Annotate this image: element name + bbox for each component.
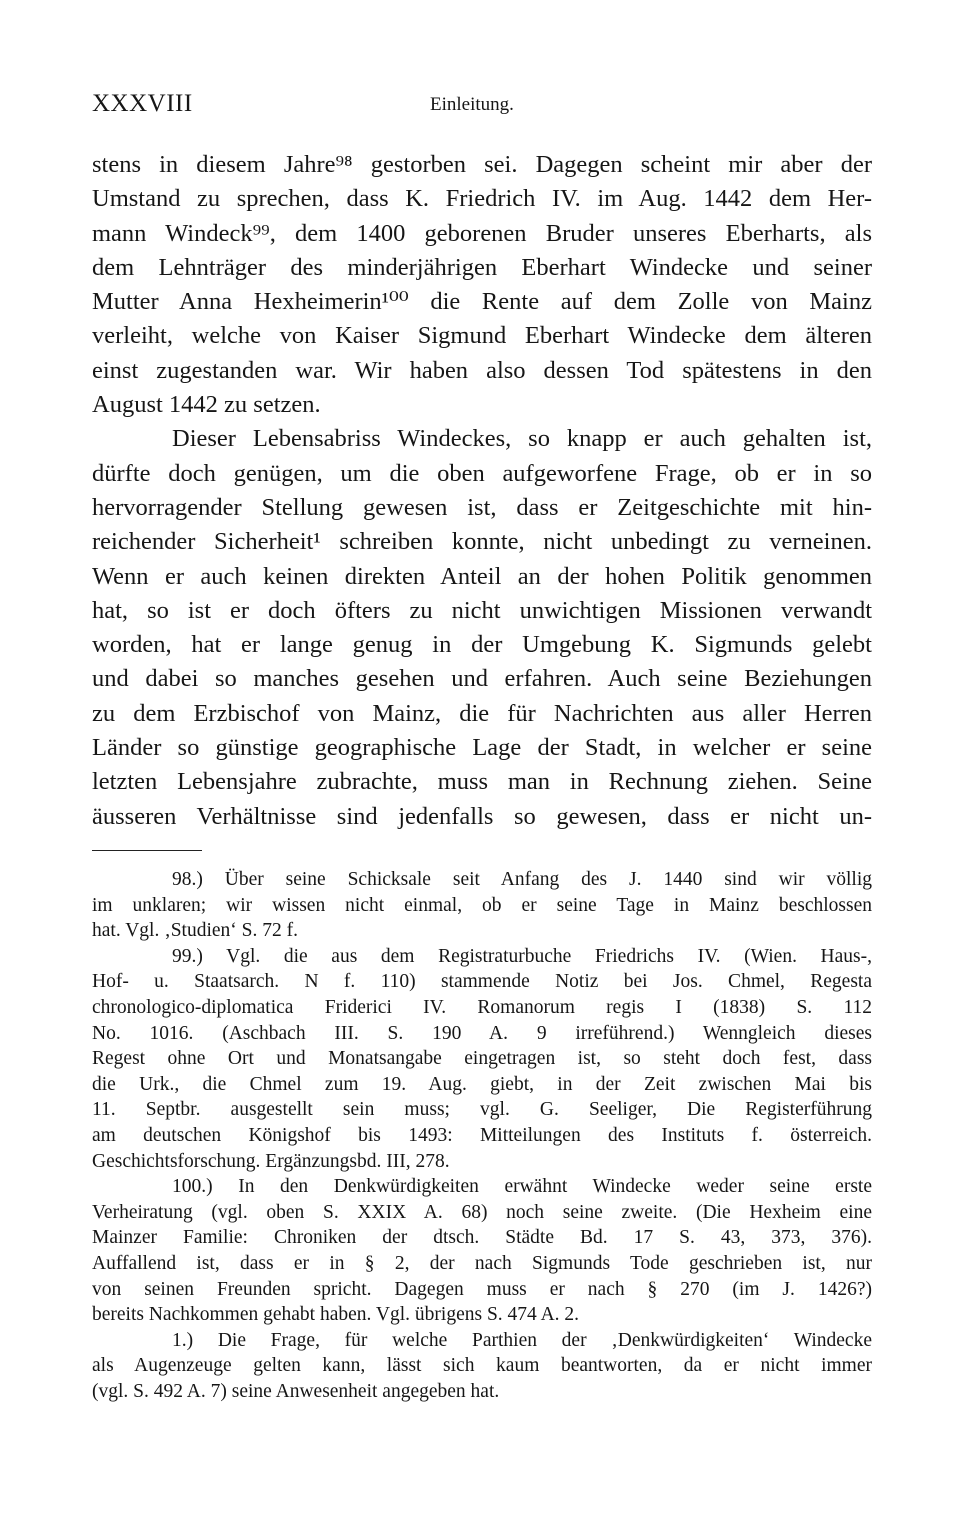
- footnote-line: als Augenzeuge gelten kann, lässt sich kaum beantworten, da er nicht immer: [92, 1355, 872, 1377]
- text-line: Dieser Lebensabriss Windeckes, so knapp er auch gehalten ist,: [172, 425, 872, 453]
- running-head: Einleitung.: [430, 94, 514, 115]
- text-line: letzten Lebensjahre zubrachte, muss man in Rechnung ziehen. Seine: [92, 768, 872, 796]
- footnote-line: (vgl. S. 492 A. 7) seine Anwesenheit angegeben hat.: [92, 1380, 500, 1402]
- text-line: zu dem Erzbischof von Mainz, die für Nachrichten aus aller Herren: [92, 699, 872, 727]
- text-line: Umstand zu sprechen, dass K. Friedrich IV. im Aug. 1442 dem Her-: [92, 185, 872, 213]
- footnote-line: 11. Septbr. ausgestellt sein muss; vgl. G. Seeliger, Die Registerführung: [92, 1099, 872, 1121]
- footnote-line: chronologico-diplomatica Friderici IV. Romanorum regis I (1838) S. 112: [92, 996, 872, 1018]
- page-number: XXXVIII: [92, 90, 193, 117]
- footnote-line: von seinen Freunden spricht. Dagegen muss er nach § 270 (im J. 1426?): [92, 1278, 872, 1300]
- text-line: hervorragender Stellung gewesen ist, dass er Zeitgeschichte mit hin-: [92, 493, 872, 521]
- text-line: August 1442 zu setzen.: [92, 391, 321, 419]
- text-line: dürfte doch genügen, um die oben aufgeworfene Frage, ob er in so: [92, 459, 872, 487]
- text-line: und dabei so manches gesehen und erfahren. Auch seine Beziehungen: [92, 665, 872, 693]
- footnote-1: [92, 1328, 872, 1405]
- text-line: worden, hat er lange genug in der Umgebung K. Sigmunds gelebt: [92, 631, 872, 659]
- footnotes: [92, 867, 872, 1404]
- text-line: verleiht, welche von Kaiser Sigmund Eberhart Windecke dem älteren: [92, 322, 872, 350]
- footnote-98: [92, 867, 872, 944]
- footnote-line: Mainzer Familie: Chroniken der dtsch. Städte Bd. 17 S. 43, 373, 376).: [92, 1227, 872, 1249]
- text-line: mann Windeck⁹⁹, dem 1400 geborenen Bruder unseres Eberharts, als: [92, 219, 872, 247]
- footnote-line: Regest ohne Ort und Monatsangabe eingetragen ist, so steht doch fest, dass: [92, 1048, 872, 1070]
- footnote-line: Verheiratung (vgl. oben S. XXIX A. 68) noch seine zweite. (Die Hexheim eine: [92, 1201, 872, 1223]
- footnote-line: 100.) In den Denkwürdigkeiten erwähnt Windecke weder seine erste: [172, 1176, 872, 1198]
- footnote-line: 98.) Über seine Schicksale seit Anfang des J. 1440 sind wir völlig: [172, 869, 872, 890]
- page-header: [92, 90, 872, 130]
- paragraph-1: [92, 148, 872, 422]
- footnote-line: Auffallend ist, dass er in § 2, der nach Sigmunds Tode geschrieben ist, nur: [92, 1252, 872, 1274]
- text-line: reichender Sicherheit¹ schreiben konnte, nicht unbedingt zu verneinen.: [92, 528, 872, 556]
- footnote-line: No. 1016. (Aschbach III. S. 190 A. 9 irreführend.) Wenngleich dieses: [92, 1022, 872, 1044]
- footnote-line: die Urk., die Chmel zum 19. Aug. giebt, in der Zeit zwischen Mai bis: [92, 1073, 872, 1095]
- footnote-line: hat. Vgl. ‚Studien‘ S. 72 f.: [92, 920, 299, 942]
- footnote-99: [92, 944, 872, 1174]
- footnote-line: 1.) Die Frage, für welche Parthien der ‚Denkwürdigkeiten‘ Windecke: [172, 1329, 872, 1351]
- main-text: [92, 148, 872, 834]
- text-line: Länder so günstige geographische Lage der Stadt, in welcher er seine: [92, 734, 872, 762]
- footnote-line: Hof- u. Staatsarch. N f. 110) stammende Notiz bei Jos. Chmel, Regesta: [92, 971, 872, 993]
- footnote-line: 99.) Vgl. die aus dem Registraturbuche Friedrichs IV. (Wien. Haus-,: [172, 945, 872, 967]
- footnote-line: im unklaren; wir wissen nicht einmal, ob er seine Tage in Mainz beschlossen: [92, 894, 872, 916]
- text-line: einst zugestanden war. Wir haben also dessen Tod spätestens in den: [92, 356, 872, 384]
- text-line: dem Lehnträger des minderjährigen Eberhart Windecke und seiner: [92, 253, 872, 281]
- text-line: äusseren Verhältnisse sind jedenfalls so gewesen, dass er nicht un-: [92, 802, 872, 830]
- footnote-line: bereits Nachkommen gehabt haben. Vgl. übrigens S. 474 A. 2.: [92, 1304, 580, 1326]
- footnote-100: [92, 1174, 872, 1328]
- text-line: stens in diesem Jahre⁹⁸ gestorben sei. Dagegen scheint mir aber der: [92, 151, 872, 178]
- text-line: Mutter Anna Hexheimerin¹⁰⁰ die Rente auf dem Zolle von Mainz: [92, 288, 872, 316]
- footnote-separator: [92, 850, 202, 851]
- footnote-line: Geschichtsforschung. Ergänzungsbd. III, 278.: [92, 1150, 450, 1172]
- footnote-line: am deutschen Königshof bis 1493: Mitteilungen des Instituts f. österreich.: [92, 1124, 872, 1146]
- text-line: Wenn er auch keinen direkten Anteil an der hohen Politik genommen: [92, 562, 872, 590]
- paragraph-2: [92, 422, 872, 834]
- text-line: hat, so ist er doch öfters zu nicht unwichtigen Missionen verwandt: [92, 596, 872, 624]
